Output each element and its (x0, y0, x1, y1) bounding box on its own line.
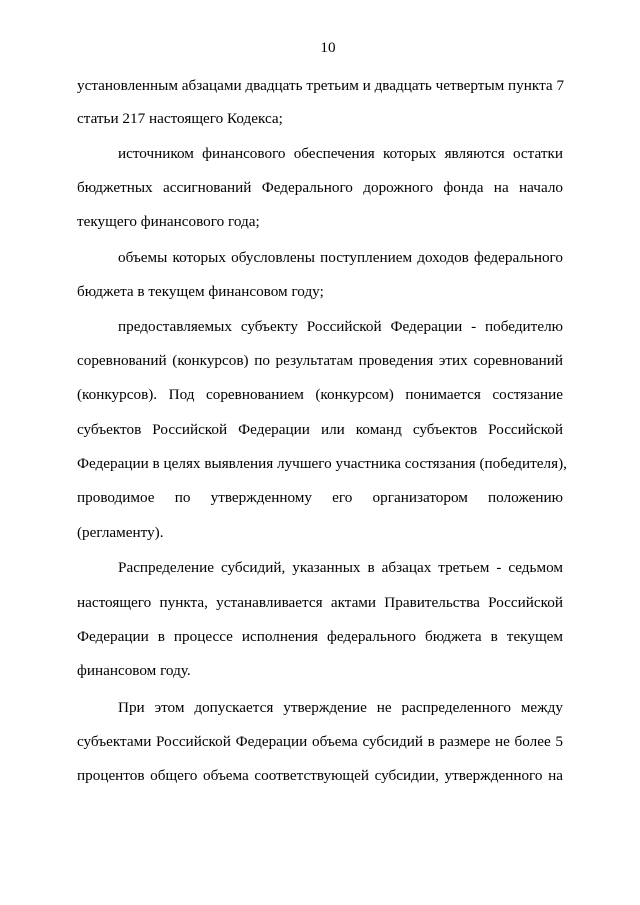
text-line: процентов общего объема соответствующей субсидии, утвержденного на (77, 767, 563, 784)
text-line: текущего финансового года; (77, 213, 260, 230)
text-line: бюджета в текущем финансовом году; (77, 283, 324, 300)
text-line: соревнований (конкурсов) по результатам проведения этих соревнований (77, 352, 563, 369)
text-line: объемы которых обусловлены поступлением доходов федерального (118, 249, 563, 266)
text-line: финансовом году. (77, 662, 191, 679)
text-line: предоставляемых субъекту Российской Федерации - победителю (118, 318, 563, 335)
text-line: При этом допускается утверждение не распределенного между (118, 699, 563, 716)
text-line: Федерации в процессе исполнения федерального бюджета в текущем (77, 628, 563, 645)
text-line: Федерации в целях выявления лучшего участника состязания (победителя), (77, 455, 567, 472)
text-line: субъектами Российской Федерации объема субсидий в размере не более 5 (77, 733, 563, 750)
text-line: субъектов Российской Федерации или команд субъектов Российской (77, 421, 563, 438)
text-line: проводимое по утвержденному его организатором положению (77, 489, 563, 506)
text-line: Распределение субсидий, указанных в абзацах третьем - седьмом (118, 559, 563, 576)
text-line: источником финансового обеспечения которых являются остатки (118, 145, 563, 162)
text-line: установленным абзацами двадцать третьим и двадцать четвертым пункта 7 (77, 77, 565, 94)
text-line: (регламенту). (77, 524, 164, 541)
text-line: статьи 217 настоящего Кодекса; (77, 110, 283, 127)
text-line: настоящего пункта, устанавливается актами Правительства Российской (77, 594, 563, 611)
text-line: бюджетных ассигнований Федерального дорожного фонда на начало (77, 179, 563, 196)
text-line: (конкурсов). Под соревнованием (конкурсом) понимается состязание (77, 386, 563, 403)
page-number: 10 (320, 39, 336, 56)
